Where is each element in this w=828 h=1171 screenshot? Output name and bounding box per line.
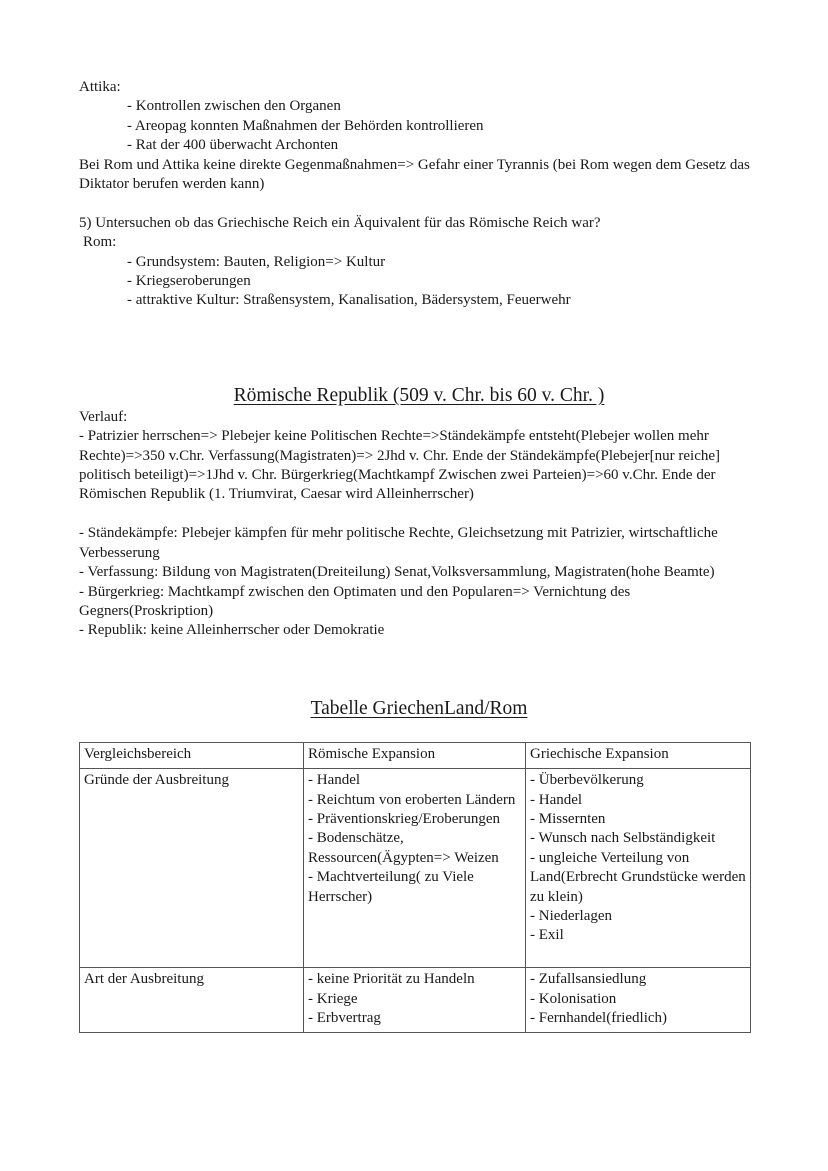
republik-point: - Bürgerkrieg: Machtkampf zwischen den Optimaten und den Popularen=> Vernichtung des Gegners(Proskription) <box>79 583 631 619</box>
attika-conclusion: Bei Rom und Attika keine direkte Gegenmaßnahmen=> Gefahr einer Tyrannis (bei Rom wegen dem Gesetz das Diktator berufen werden kann) <box>79 156 750 193</box>
republik-point: - Verfassung: Bildung von Magistraten(Dreiteilung) Senat,Volksversammlung, Magistraten(hohe Beamte) <box>79 564 715 581</box>
attika-heading: Attika: <box>79 79 121 95</box>
attika-point: - Rat der 400 überwacht Archonten <box>127 137 339 154</box>
table-cell-rom <box>304 968 526 1033</box>
table-row-label: Art der Ausbreitung <box>80 968 304 1033</box>
list-item: - Überbevölkerung <box>530 772 644 789</box>
attika-point: - Kontrollen zwischen den Organen <box>127 98 341 115</box>
question5-point: - Grundsystem: Bauten, Religion=> Kultur <box>127 253 386 270</box>
table-row <box>80 968 751 1033</box>
republik-section <box>79 384 759 641</box>
list-item: - Wunsch nach Selbständigkeit <box>530 830 716 847</box>
question5-point: - attraktive Kultur: Straßensystem, Kanalisation, Bädersystem, Feuerwehr <box>127 292 571 309</box>
question5-sub: Rom: <box>83 234 117 251</box>
republik-point: - Republik: keine Alleinherrscher oder Demokratie <box>79 622 385 639</box>
table-row-label: Gründe der Ausbreitung <box>80 769 304 968</box>
list-item: - Handel <box>530 791 583 808</box>
list-item: - ungleiche Verteilung von Land(Erbrecht Grundstücke werden zu klein) <box>530 849 746 905</box>
table-header-cell: Römische Expansion <box>304 742 526 768</box>
comparison-table <box>79 742 751 1034</box>
table-cell-griechen <box>526 769 751 968</box>
list-item: - Reichtum von eroberten Ländern <box>308 791 516 808</box>
table-section <box>79 697 759 1034</box>
list-item: - Exil <box>530 927 564 944</box>
attika-section <box>79 78 759 194</box>
list-item: - Kriege <box>308 990 358 1007</box>
list-item: - Machtverteilung( zu Viele Herrscher) <box>308 869 474 905</box>
republik-verlauf-text: - Patrizier herrschen=> Plebejer keine Politischen Rechte=>Ständekämpfe entsteht(Plebejer wollen mehr Rechte)=>350 v.Chr. Verfassung(Magistraten)=> 2Jhd v. Chr. Ende der Ständekämpfe(Plebejer[nur reiche] politisch beteiligt)=>1Jhd v. Chr. Bürgerkrieg(Machtkampf Zwischen zwei Parteien)=>60 v.Chr. Ende der Römischen Republik (1. Triumvirat, Caesar wird Alleinherrscher) <box>79 428 721 503</box>
table-header-cell: Vergleichsbereich <box>80 742 304 768</box>
list-item: - Erbvertrag <box>308 1009 381 1026</box>
question5-point: - Kriegseroberungen <box>127 273 251 290</box>
table-cell-griechen <box>526 968 751 1033</box>
republik-verlauf-label: Verlauf: <box>79 408 128 425</box>
republik-title: Römische Republik (509 v. Chr. bis 60 v. Chr. ) <box>233 384 605 406</box>
question5-section <box>79 214 759 311</box>
list-item: - Bodenschätze, Ressourcen(Ägypten=> Weizen <box>308 830 499 866</box>
table-header-cell: Griechische Expansion <box>526 742 751 768</box>
list-item: - Niederlagen <box>530 907 613 924</box>
list-item: - keine Priorität zu Handeln <box>308 971 475 988</box>
list-item: - Zufallsansiedlung <box>530 971 647 988</box>
attika-point: - Areopag konnten Maßnahmen der Behörden kontrollieren <box>127 117 484 134</box>
republik-point: - Ständekämpfe: Plebejer kämpfen für mehr politische Rechte, Gleichsetzung mit Patrizier, wirtschaftliche Verbesserung <box>79 525 718 561</box>
list-item: - Fernhandel(friedlich) <box>530 1009 668 1026</box>
list-item: - Missernten <box>530 810 606 827</box>
list-item: - Präventionskrieg/Eroberungen <box>308 810 501 827</box>
document-page <box>79 78 759 1033</box>
table-title: Tabelle GriechenLand/Rom <box>310 697 528 719</box>
table-row <box>80 769 751 968</box>
list-item: - Handel <box>308 772 361 789</box>
list-item: - Kolonisation <box>530 990 617 1007</box>
table-header-row <box>80 742 751 768</box>
table-cell-rom <box>304 769 526 968</box>
question5-title: 5) Untersuchen ob das Griechische Reich ein Äquivalent für das Römische Reich war? <box>79 214 601 231</box>
